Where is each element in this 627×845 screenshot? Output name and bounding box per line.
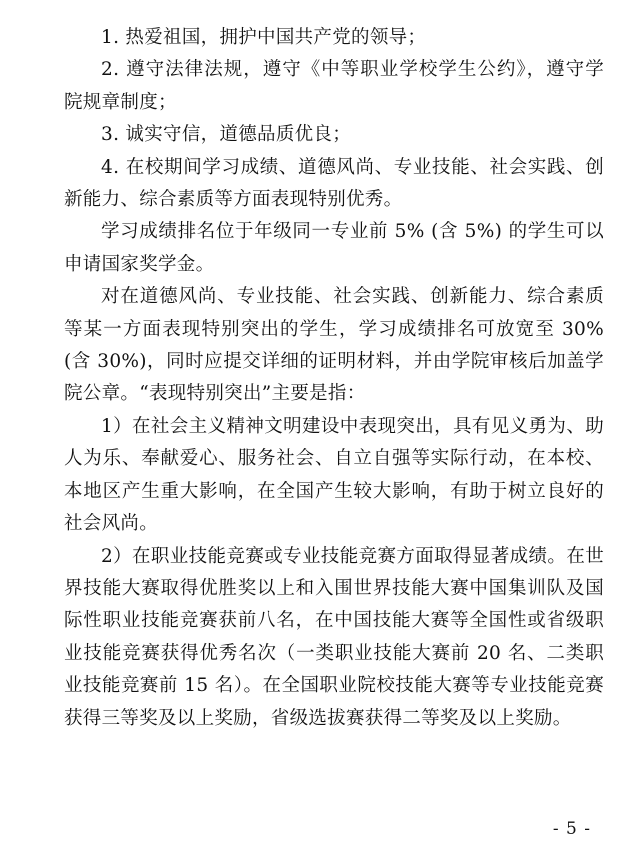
- requirement-item-3: 3. 诚实守信，道德品质优良；: [101, 124, 352, 146]
- document-body: [64, 22, 604, 735]
- page-number: - 5 -: [552, 819, 591, 839]
- outstanding-criterion-1: 1）在社会主义精神文明建设中表现突出，具有见义勇为、助人为乐、奉献爱心、服务社会、自立自强等实际行动，在本校、本地区产生重大影响，在全国产生较大影响，有助于树立良好的社会风尚。: [64, 415, 604, 535]
- ranking-paragraph: 学习成绩排名位于年级同一专业前 5% (含 5%) 的学生可以申请国家奖学金。: [64, 221, 604, 275]
- requirement-item-1: 1. 热爱祖国，拥护中国共产党的领导；: [101, 27, 427, 48]
- relaxed-ranking-paragraph: 对在道德风尚、专业技能、社会实践、创新能力、综合素质等某一方面表现特别突出的学生，学习成绩排名可放宽至 30% (含 30%)，同时应提交详细的证明材料，并由学院审核后加盖学院公章。“表现特别突出”主要是指：: [64, 286, 604, 405]
- outstanding-criterion-2: 2）在职业技能竞赛或专业技能竞赛方面取得显著成绩。在世界技能大赛取得优胜奖以上和入围世界技能大赛中国集训队及国际性职业技能竞赛获前八名，在中国技能大赛等全国性或省级职业技能竞赛获得优秀名次（一类职业技能大赛前 20 名、二类职业技能竞赛前 15 名）。在全国职业院校技能大赛等专业技能竞赛获得三等奖及以上奖励，省级选拔赛获得二等奖及以上奖励。: [64, 545, 604, 729]
- requirement-item-2: 2. 遵守法律法规，遵守《中等职业学校学生公约》，遵守学院规章制度；: [64, 59, 604, 113]
- requirement-item-4: 4. 在校期间学习成绩、道德风尚、专业技能、社会实践、创新能力、综合素质等方面表现特别优秀。: [64, 156, 604, 211]
